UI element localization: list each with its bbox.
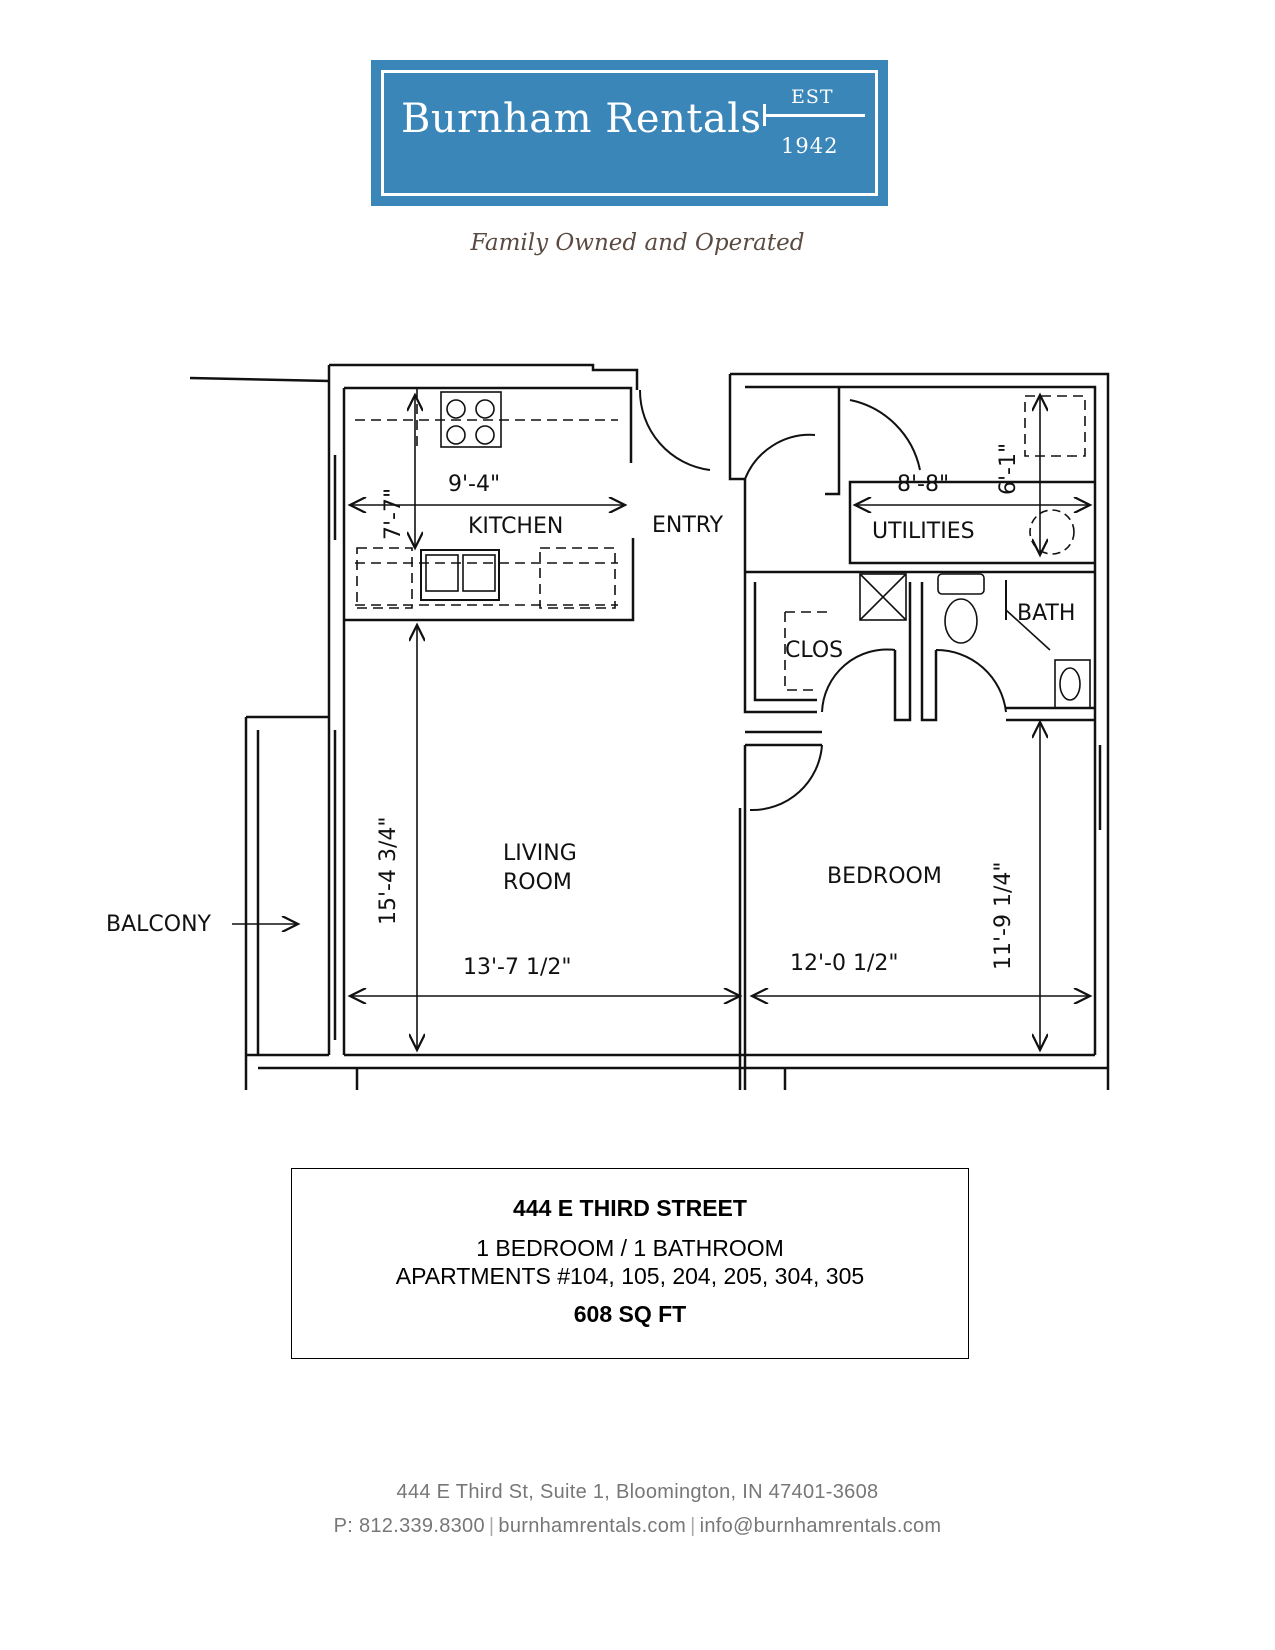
doors xyxy=(640,390,1006,810)
info-size: 608 SQ FT xyxy=(573,1301,687,1327)
unit-info-box xyxy=(291,1168,969,1359)
logo-est-label: EST xyxy=(791,86,834,108)
footer-website-link[interactable]: burnhamrentals.com xyxy=(498,1515,687,1537)
label-kitchen: KITCHEN xyxy=(468,514,564,539)
footer-address: 444 E Third St, Suite 1, Bloomington, IN 47401-3608 xyxy=(396,1481,879,1503)
label-closet: CLOS xyxy=(785,638,844,663)
utility-fixtures xyxy=(1025,396,1085,554)
dim-living-width: 13'-7 1/2" xyxy=(463,955,572,980)
label-living-line1: LIVING xyxy=(503,841,577,866)
info-apartments: APARTMENTS #104, 105, 204, 205, 304, 305 xyxy=(395,1263,865,1289)
dim-bedroom-width: 12'-0 1/2" xyxy=(790,951,899,976)
label-entry: ENTRY xyxy=(652,513,724,538)
dim-utilities-width: 8'-8" xyxy=(897,472,950,497)
dimension-lines xyxy=(232,395,1090,1050)
logo-est-year: 1942 xyxy=(781,134,839,158)
walls xyxy=(190,365,1108,1090)
info-address: 444 E THIRD STREET xyxy=(513,1195,747,1221)
info-unit-type: 1 BEDROOM / 1 BATHROOM xyxy=(476,1235,784,1261)
dim-bedroom-height: 11'-9 1/4" xyxy=(991,861,1016,970)
dim-kitchen-width: 9'-4" xyxy=(448,472,501,497)
label-balcony: BALCONY xyxy=(106,912,211,937)
footer-email-link[interactable]: info@burnhamrentals.com xyxy=(699,1515,942,1537)
label-utilities: UTILITIES xyxy=(872,519,975,544)
label-bath: BATH xyxy=(1017,601,1076,626)
dim-living-height: 15'-4 3/4" xyxy=(376,816,401,925)
footer-phone: P: 812.339.8300 xyxy=(333,1515,485,1537)
tagline: Family Owned and Operated xyxy=(470,230,805,256)
logo-company-name: Burnham Rentals xyxy=(401,96,762,142)
dim-utilities-depth: 6'-1" xyxy=(996,442,1021,495)
label-bedroom: BEDROOM xyxy=(827,864,942,889)
dim-kitchen-depth: 7'-7" xyxy=(381,487,406,540)
label-living-line2: ROOM xyxy=(503,870,572,895)
footer-separator: | xyxy=(690,1515,696,1537)
footer-contact xyxy=(0,1515,1275,1538)
footer-separator: | xyxy=(488,1515,495,1537)
